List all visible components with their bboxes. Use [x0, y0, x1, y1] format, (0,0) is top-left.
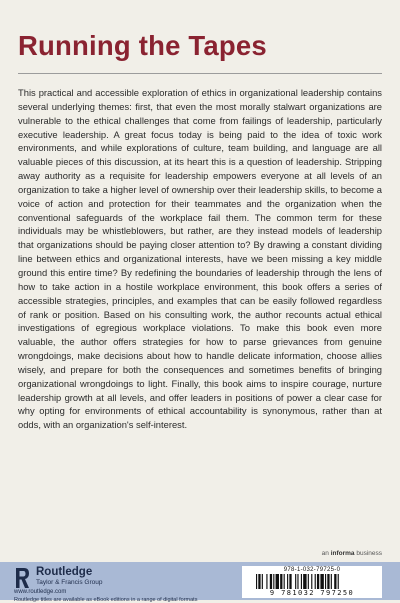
isbn-number: 978-1-032-79725-0	[283, 567, 341, 573]
isbn-barcode-block	[242, 566, 382, 598]
informa-business-tag	[322, 550, 382, 557]
informa-brand: informa	[330, 550, 355, 557]
informa-prefix: an	[321, 550, 329, 557]
book-title: Running the Tapes	[18, 30, 267, 61]
publisher-group: Taylor & Francis Group	[36, 579, 103, 586]
back-cover-blurb: This practical and accessible exploration of ethics in organizational leadership contains several underlying themes: first, that even the most morally stalwart organizations are vulnerable to the ethical challenges that come from failings of leadership, particularly executive leadership. A great focus today is being paid to the idea of toxic work environments, and while explorations of culture, team building, and language are all valuable pieces of this discussion, at its heart this is a question of leadership. Stripping away authority as a requisite for leadership empowers everyone at all levels of an organization to take a higher level of ownership over their leadership skills, to become a voice of action and protection for their teammates and the organization when the conventional safeguards of the workplace fail them. The common term for these individuals may be whistleblowers, but rather, are they instead models of leadership that organizations should be paying closer attention to? By drawing a constant dividing line between ethics and organizational interests, have we been missing a key middle ground this entire time? By redefining the boundaries of leadership through the lens of how to take action in a hostile workplace environment, this book offers a series of accessible strategies, principles, and examples that can be easily followed regardless of rank or position. Based on his consulting work, the author recounts actual ethical investigations of egregious workplace violations. To make this book even more valuable, the author offers strategies for how to parse grievances from genuine wrongdoings, make decisions about how to handle delicate information, choose allies wisely, and prepare for both the consequences and sometimes benefits of bringing organizational wrongdoings to light. Finally, this book aims to inspire courage, nurture leadership growth at all levels, and offer leaders in positions of power a clear case for why opting for environments of ethical accountability is synonymous, rather than at odds, with an organization's self-interest.	[18, 87, 382, 431]
publisher-name: Routledge	[36, 566, 93, 578]
routledge-r-logo-icon	[14, 567, 30, 589]
title-divider	[18, 73, 382, 74]
publisher-url: www.routledge.com	[14, 589, 67, 595]
isbn-barcode-digits: 9 781032 797250	[244, 589, 380, 597]
ebook-note: Routledge titles are available as eBook editions in a range of digital formats	[14, 597, 198, 603]
informa-suffix: business	[356, 550, 382, 557]
